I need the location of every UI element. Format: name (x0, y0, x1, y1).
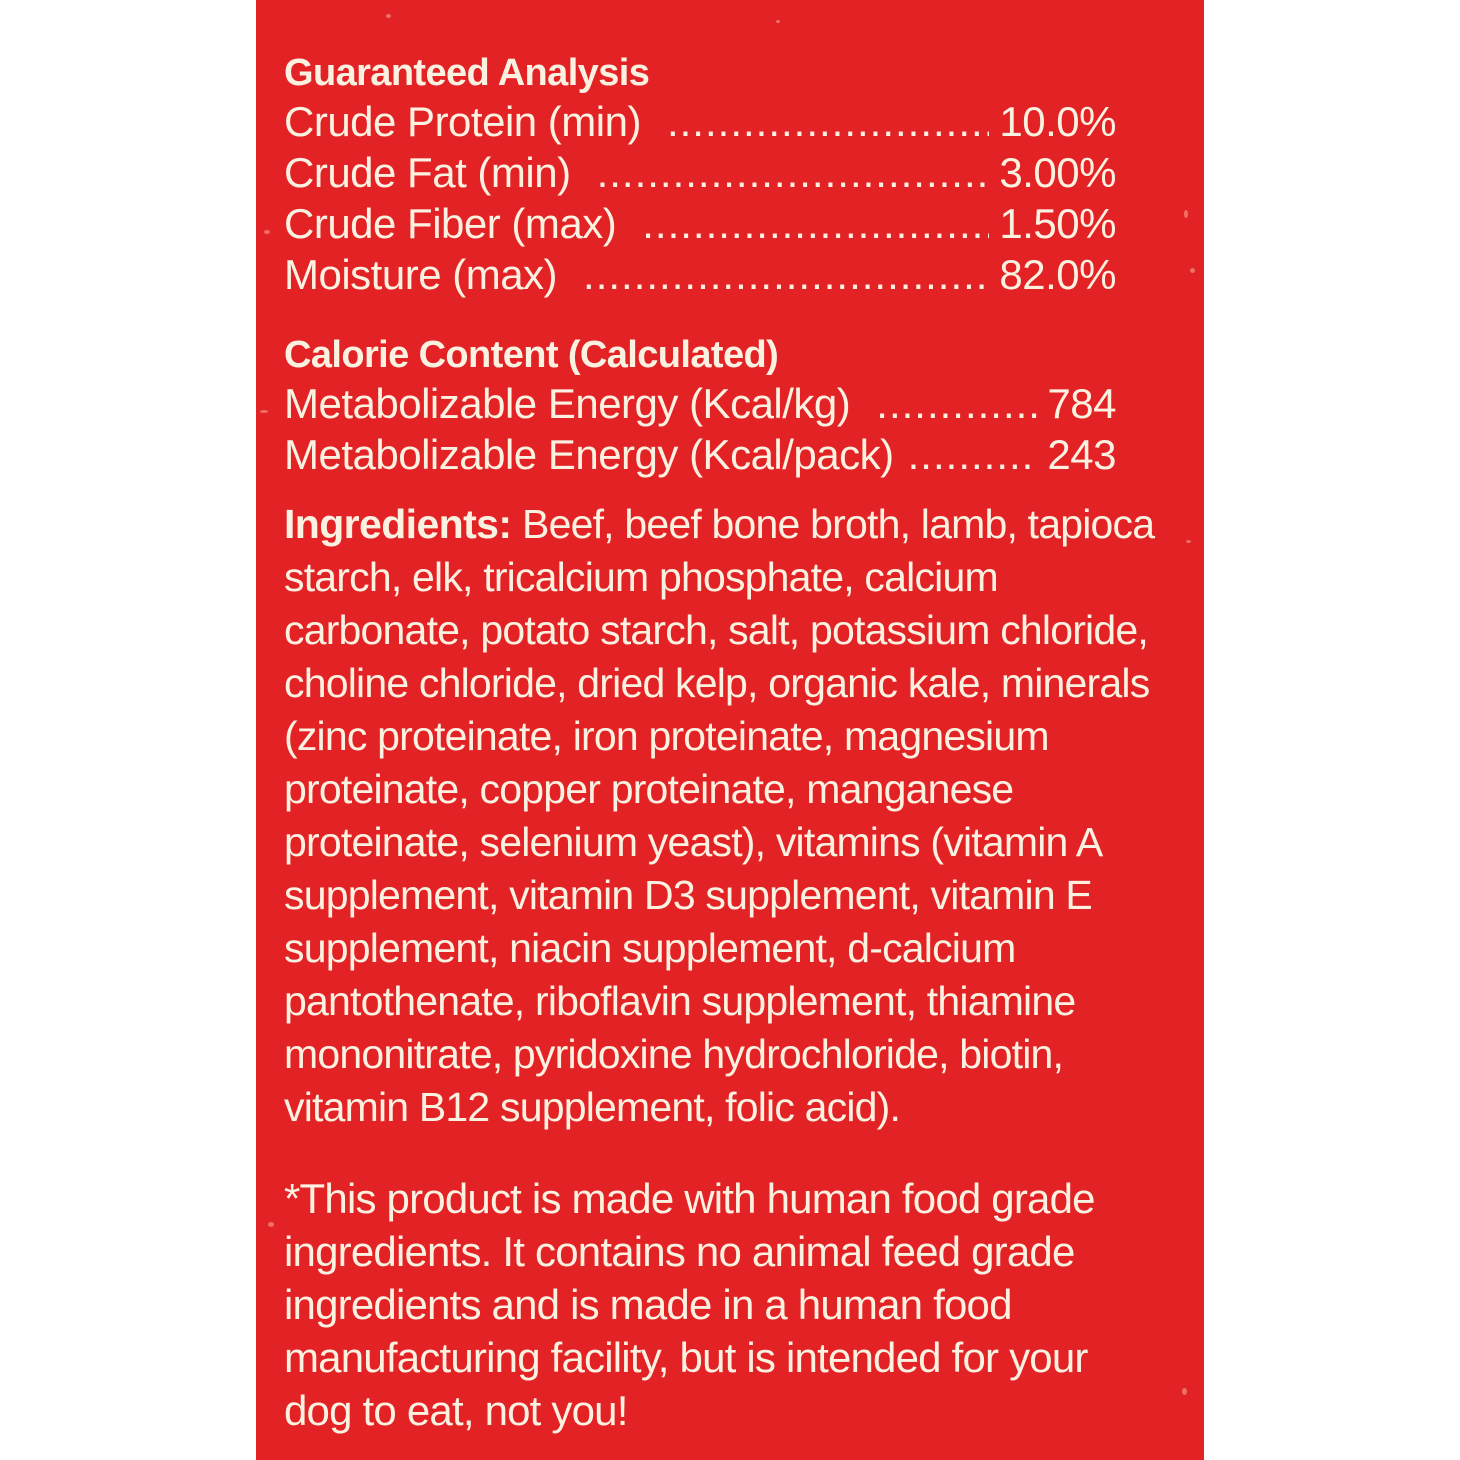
speck-decoration (1190, 268, 1195, 273)
analysis-row-crude-fiber (284, 198, 1116, 249)
analysis-value: 3.00% (999, 149, 1116, 196)
spacer (284, 1134, 1184, 1172)
dot-leader (642, 198, 989, 249)
analysis-row-crude-fat (284, 147, 1116, 198)
speck-decoration (1184, 210, 1188, 218)
analysis-row-crude-protein (284, 96, 1116, 147)
analysis-label: Crude Protein (min) (284, 98, 641, 145)
calorie-label: Metabolizable Energy (Kcal/kg) (284, 380, 851, 427)
dot-leader (876, 378, 1037, 429)
analysis-label: Crude Fat (min) (284, 149, 571, 196)
dot-leader (597, 147, 990, 198)
calorie-content-title: Calorie Content (Calculated) (284, 334, 779, 376)
ingredients-label: Ingredients: (284, 501, 512, 547)
speck-decoration (260, 410, 268, 413)
dot-leader (583, 249, 989, 300)
analysis-label: Crude Fiber (max) (284, 200, 617, 247)
ingredients-text: Beef, beef bone broth, lamb, tapioca starch, elk, tricalcium phosphate, calcium carbonate, potato starch, salt, potassium chloride, choline chloride, dried kelp, organic kale, minerals (zinc proteinate, iron proteinate, magnesium proteinate, copper proteinate, manganese proteinate, selenium yeast), vitamins (vitamin A supplement, vitamin D3 supplement, vitamin E supplement, niacin supplement, d-calcium pantothenate, riboflavin supplement, thiamine mononitrate, pyridoxine hydrochloride, biotin, vitamin B12 supplement, folic acid). (284, 501, 1155, 1130)
analysis-value: 82.0% (999, 251, 1116, 298)
analysis-value: 10.0% (999, 98, 1116, 145)
dot-leader (667, 96, 989, 147)
label-content (284, 50, 1184, 1437)
guaranteed-analysis-title: Guaranteed Analysis (284, 52, 650, 94)
human-grade-note: *This product is made with human food grade ingredients. It contains no animal feed grade ingredients and is made in a human food manufacturing facility, but is intended for your dog to eat, not you! (284, 1175, 1095, 1434)
speck-decoration (268, 1222, 274, 1227)
spacer (284, 480, 1184, 498)
analysis-value: 1.50% (999, 200, 1116, 247)
dot-leader (908, 429, 1038, 480)
ingredients-paragraph (284, 498, 1189, 1134)
speck-decoration (386, 14, 391, 18)
calorie-value: 243 (1047, 431, 1116, 478)
speck-decoration (776, 20, 780, 23)
calorie-value: 784 (1047, 380, 1116, 427)
label-panel (256, 0, 1204, 1460)
calorie-row-kcal-kg (284, 378, 1116, 429)
speck-decoration (264, 230, 270, 234)
analysis-label: Moisture (max) (284, 251, 558, 298)
analysis-row-moisture (284, 249, 1116, 300)
spacer (284, 300, 1184, 332)
calorie-label: Metabolizable Energy (Kcal/pack) (284, 431, 894, 478)
calorie-row-kcal-pack (284, 429, 1116, 480)
